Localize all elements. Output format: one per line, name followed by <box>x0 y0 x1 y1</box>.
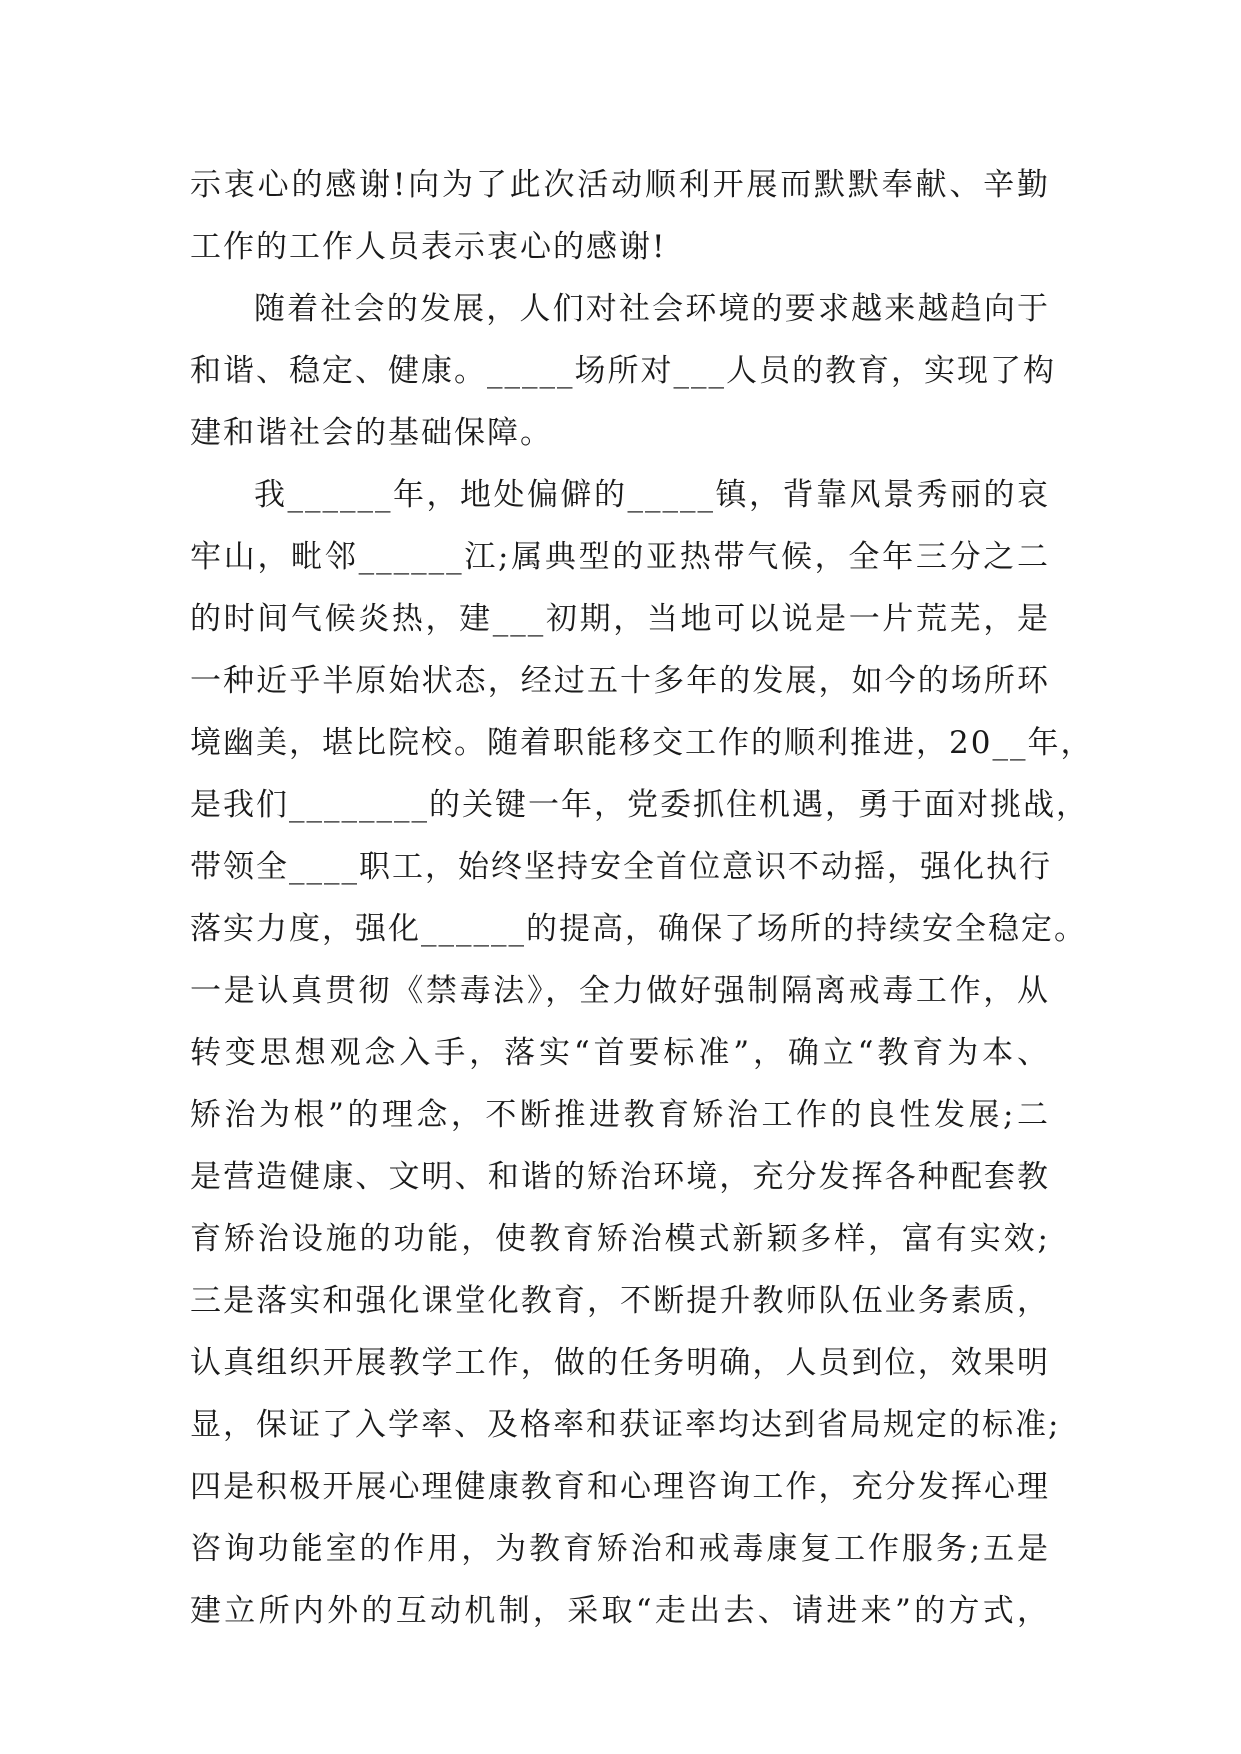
document-body <box>190 154 1094 1642</box>
text-line: 境幽美，堪比院校。随着职能移交工作的顺利推进，20__年， <box>190 725 1094 761</box>
text-line: 矫治为根”的理念，不断推进教育矫治工作的良性发展;二 <box>190 1097 1050 1133</box>
text-line: 转变思想观念入手，落实“首要标准”，确立“教育为本、 <box>190 1035 1050 1071</box>
text-line: 一种近乎半原始状态，经过五十多年的发展，如今的场所环 <box>190 663 1050 699</box>
text-line: 的时间气候炎热，建___初期，当地可以说是一片荒芜，是 <box>190 601 1050 637</box>
text-line: 落实力度，强化______的提高，确保了场所的持续安全稳定。 <box>190 911 1087 947</box>
text-line: 是营造健康、文明、和谐的矫治环境，充分发挥各种配套教 <box>190 1159 1050 1195</box>
text-line: 我______年，地处偏僻的_____镇，背靠风景秀丽的哀 <box>254 477 1050 513</box>
text-line: 和谐、稳定、健康。_____场所对___人员的教育，实现了构 <box>190 353 1056 389</box>
text-line: 一是认真贯彻《禁毒法》，全力做好强制隔离戒毒工作，从 <box>190 973 1050 1009</box>
text-line: 建立所内外的互动机制，采取“走出去、请进来”的方式， <box>190 1593 1050 1629</box>
text-line: 随着社会的发展，人们对社会环境的要求越来越趋向于 <box>254 291 1050 327</box>
text-line: 工作的工作人员表示衷心的感谢! <box>190 229 667 265</box>
text-line: 三是落实和强化课堂化教育，不断提升教师队伍业务素质， <box>190 1283 1050 1319</box>
text-line: 四是积极开展心理健康教育和心理咨询工作，充分发挥心理 <box>190 1469 1050 1505</box>
text-line: 显，保证了入学率、及格率和获证率均达到省局规定的标准; <box>190 1407 1061 1443</box>
text-line: 咨询功能室的作用，为教育矫治和戒毒康复工作服务;五是 <box>190 1531 1050 1567</box>
text-line: 牢山，毗邻______江;属典型的亚热带气候，全年三分之二 <box>190 539 1050 575</box>
text-line: 是我们________的关键一年，党委抓住机遇，勇于面对挑战， <box>190 787 1089 823</box>
text-line: 建和谐社会的基础保障。 <box>190 415 553 451</box>
text-line: 育矫治设施的功能，使教育矫治模式新颖多样，富有实效; <box>190 1221 1050 1257</box>
text-line: 示衷心的感谢!向为了此次活动顺利开展而默默奉献、辛勤 <box>190 167 1050 203</box>
text-line: 认真组织开展教学工作，做的任务明确，人员到位，效果明 <box>190 1345 1050 1381</box>
text-line: 带领全____职工，始终坚持安全首位意识不动摇，强化执行 <box>190 849 1052 885</box>
